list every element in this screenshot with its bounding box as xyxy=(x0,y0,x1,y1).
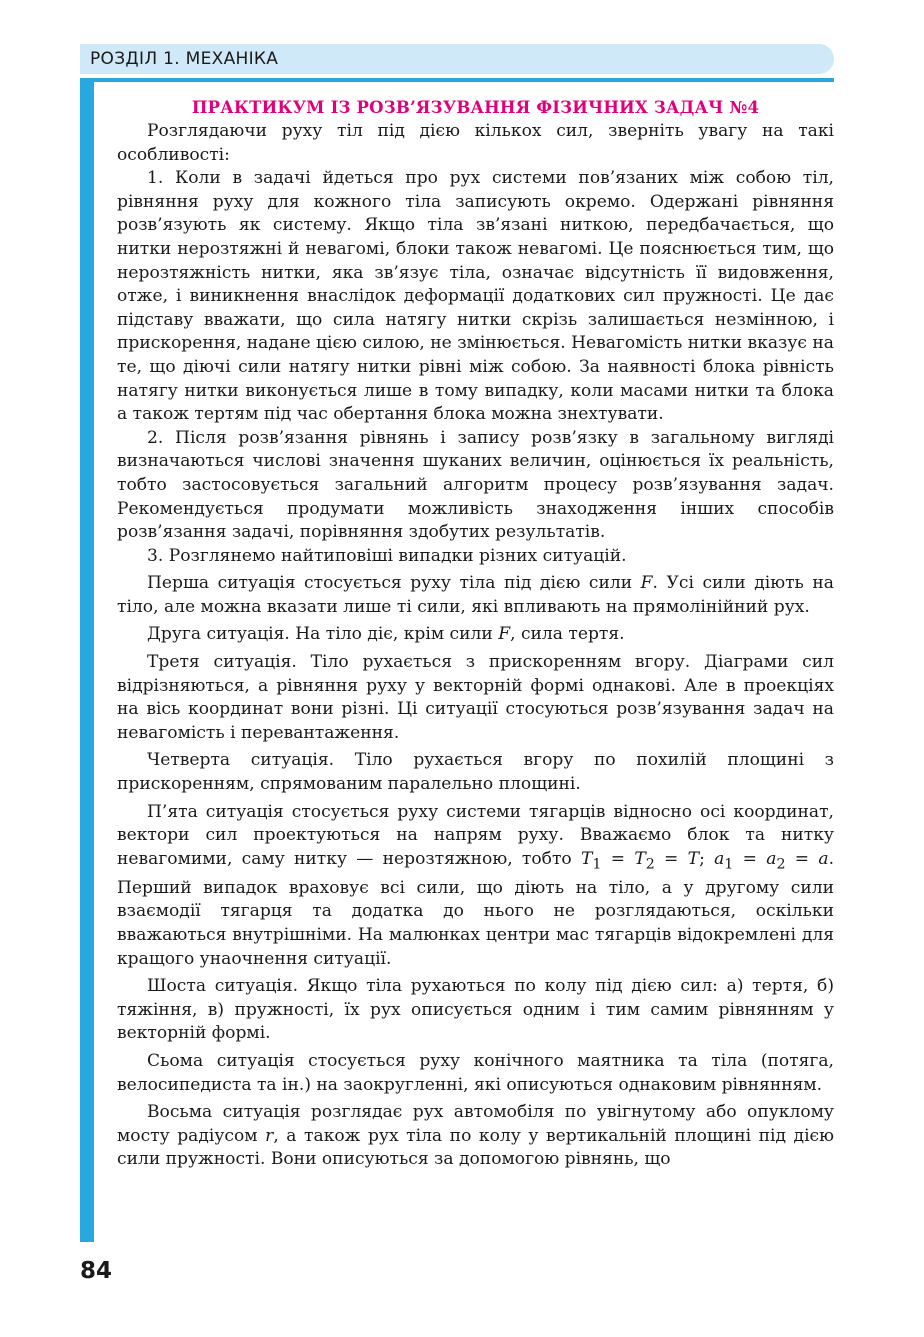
paragraph-intro: Розглядаючи руху тіл під дією кількох сил, зверніть увагу на такі особливості: xyxy=(117,121,834,165)
paragraph-situation-4: Четверта ситуація. Тіло рухається вгору по похилій площині з прискоренням, спрямованим паралельно площині. xyxy=(117,750,834,795)
paragraph-point-1: 1. Коли в задачі йдеться про рух системи пов’язаних між собою тіл, рівняння руху для кожного тіла записують окремо. Одержані рівняння розв’язують як систему. Якщо тіла зв’язані ниткою, передбачається, що нитки нерозтяжні й невагомі, блоки також невагомі. Це пояснюється тим, що нерозтяжність нитки, яка зв’язує тіла, означає відсутність її видовження, отже, і виникнення внаслідок деформації додаткових сил пружності. Це дає підставу вважати, що сила натягу нитки скрізь залишається незмінною, і прискорення, надане цією силою, не змінюється. Невагомість нитки вказує на те, що діючі сили натягу нитки рівні між собою. За наявності блока рівність натягу нитки виконується лише в тому випадку, коли масами нитки та блока а також тертям під час обертання блока можна знехтувати. xyxy=(117,168,834,425)
variable-f: F xyxy=(498,624,511,645)
subscript: 2 xyxy=(776,856,786,873)
text-run: . Перший випадок враховує всі сили, що діють на тіло, а у другому сили взаємодії тягарця та додатка до нього не розглядаються, оскільки вважаються внутрішніми. На малюнках центри мас тягарців відокремлені для кращого унаочнення ситуації. xyxy=(117,848,835,969)
paragraph-situation-6: Шоста ситуація. Якщо тіла рухаються по колу під дією сил: а) тертя, б) тяжіння, в) пружності, їх рух описується одним і тим самим рівнянням у векторній формі. xyxy=(117,976,834,1044)
variable-a: a xyxy=(714,848,725,869)
subscript: 1 xyxy=(724,856,734,873)
chapter-header xyxy=(80,44,834,74)
paragraph-situation-8 xyxy=(117,1101,834,1172)
subscript: 1 xyxy=(592,856,602,873)
text-run: Восьма ситуація розглядає рух автомобіля по увігнутому або опуклому мосту радіусом xyxy=(117,1102,834,1146)
paragraph-situation-1 xyxy=(117,572,834,619)
side-accent-bar xyxy=(80,82,94,1242)
paragraph-point-3: 3. Розглянемо найтиповіші випадки різних ситуацій. xyxy=(147,545,627,566)
variable-r: r xyxy=(265,1125,274,1146)
header-divider xyxy=(80,78,834,82)
text-run: Перша ситуація стосується руху тіла під дією сили xyxy=(147,573,641,594)
page-number: 84 xyxy=(80,1258,113,1284)
equals-sign: = xyxy=(601,848,635,869)
variable-f: F xyxy=(640,573,653,594)
subscript: 2 xyxy=(645,856,655,873)
paragraph-situation-2 xyxy=(117,623,834,647)
variable-t: T xyxy=(580,848,593,869)
variable-t: T xyxy=(687,848,700,869)
page-content xyxy=(117,96,834,1172)
text-run: , а також рух тіла по колу у вертикальній площині під дією сили пружності. Вони описуються за допомогою рівнянь, що xyxy=(117,1125,834,1170)
paragraph-situation-7: Сьома ситуація стосується руху конічного маятника та тіла (потяга, велосипедиста та ін.) на заокругленні, які описуються однаковим рівнянням. xyxy=(117,1050,834,1095)
equals-sign: = xyxy=(733,848,767,869)
section-title: ПРАКТИКУМ ІЗ РОЗВ’ЯЗУВАННЯ ФІЗИЧНИХ ЗАДАЧ №4 xyxy=(191,98,760,117)
text-run: Друга ситуація. На тіло діє, крім сили xyxy=(147,624,499,645)
variable-t: T xyxy=(634,848,646,869)
text-run: . Усі сили діють на тіло, але можна вказати лише ті сили, які впливають на прямолінійний рух. xyxy=(117,573,834,617)
paragraph-situation-5 xyxy=(117,801,834,972)
chapter-title: РОЗДІЛ 1. МЕХАНІКА xyxy=(90,49,279,69)
variable-a: a xyxy=(766,848,777,869)
paragraph-point-2: 2. Після розв’язання рівнянь і запису розв’язку в загальному вигляді визначаються числові значення шуканих величин, оцінюється їх реальність, тобто застосовується загальний алгоритм процесу розв’язування задач. Рекомендується продумати можливість знаходження інших способів розв’язання задачі, порівняння здобутих результатів. xyxy=(117,427,834,543)
paragraph-situation-3: Третя ситуація. Тіло рухається з прискоренням вгору. Діаграми сил відрізняються, а рівняння руху у векторній формі однакові. Але в проекціях на вісь координат вони різні. Ці ситуації стосуються розв’язування задач на невагомість і перевантаження. xyxy=(117,652,834,743)
equals-sign: = xyxy=(654,848,688,869)
text-run: П’ята ситуація стосується руху системи тягарців відносно осі координат, вектори сил проектуються на напрям руху. Вважаємо блок та нитку невагомими, саму нитку — нерозтяжною, тобто xyxy=(117,801,834,869)
text-run: , сила тертя. xyxy=(510,624,625,645)
variable-a: a xyxy=(818,848,829,869)
separator: ; xyxy=(699,848,715,869)
equals-sign: = xyxy=(785,848,819,869)
